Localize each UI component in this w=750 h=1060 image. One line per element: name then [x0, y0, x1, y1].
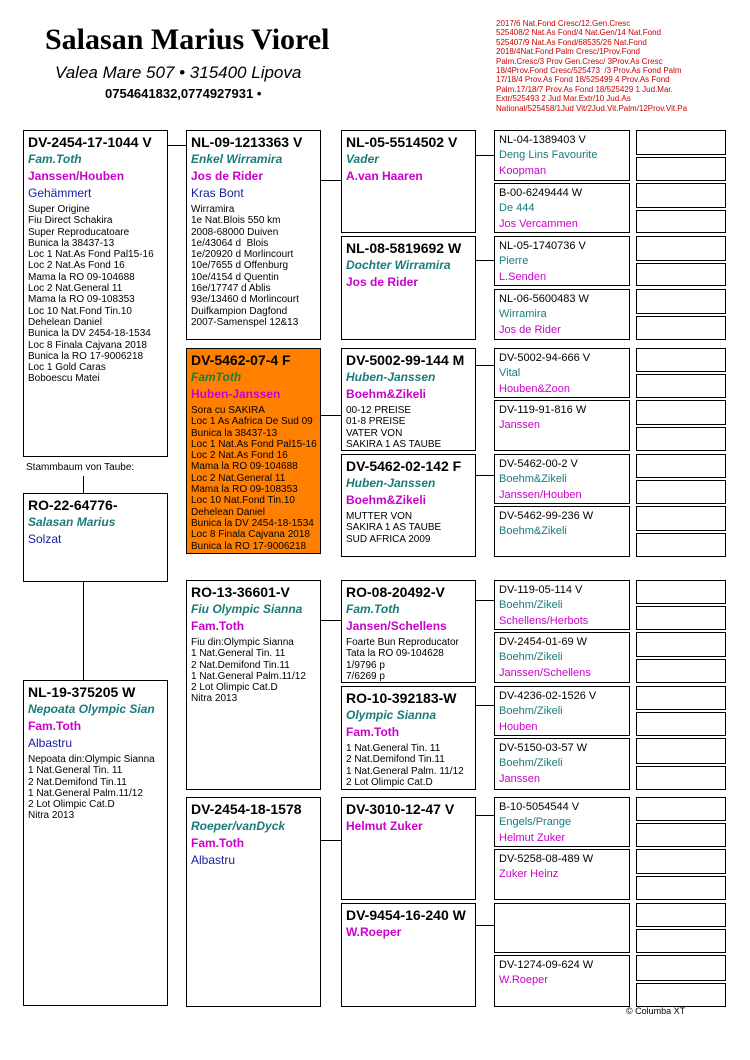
pedigree-empty-cell[interactable] — [636, 929, 726, 953]
ring-number: DV-5462-00-2 V — [499, 458, 578, 470]
pigeon-name: Fam.Toth — [28, 152, 82, 166]
pigeon-name: Boehm/Zikeli — [499, 705, 563, 717]
pigeon-name: Wirramira — [499, 308, 547, 320]
pigeon-breeder: Fam.Toth — [346, 725, 400, 739]
connector-line — [476, 155, 494, 156]
pigeon-color: Albastru — [191, 853, 236, 867]
ring-number: RO-22-64776- — [28, 497, 118, 513]
connector-line — [476, 705, 494, 706]
connector-line — [476, 925, 494, 926]
pedigree-mff[interactable] — [341, 580, 476, 683]
connector-line — [320, 840, 341, 841]
pedigree-g14[interactable] — [494, 849, 630, 900]
breeder-address: Valea Mare 507 • 315400 Lipova — [55, 63, 302, 82]
pigeon-name: FamToth — [191, 370, 242, 384]
pigeon-breeder: Janssen — [499, 773, 540, 785]
pedigree-empty-cell[interactable] — [636, 210, 726, 233]
pedigree-mother[interactable] — [23, 680, 168, 1006]
pedigree-mfm[interactable] — [341, 686, 476, 790]
pedigree-empty-cell[interactable] — [636, 236, 726, 261]
pigeon-name: Boehm&Zikeli — [499, 525, 567, 537]
pedigree-empty-cell[interactable] — [636, 849, 726, 874]
pedigree-empty-cell[interactable] — [636, 183, 726, 208]
pedigree-empty-cell[interactable] — [636, 659, 726, 683]
pigeon-name: Dochter Wirramira — [346, 258, 451, 272]
pigeon-color: Kras Bont — [191, 186, 244, 200]
pedigree-g1[interactable] — [494, 130, 630, 181]
pedigree-empty-cell[interactable] — [636, 157, 726, 181]
pigeon-color: Gehämmert — [28, 186, 92, 200]
pigeon-name: Salasan Marius — [28, 515, 116, 529]
pigeon-breeder: L.Senden — [499, 271, 547, 283]
pedigree-empty-cell[interactable] — [636, 348, 726, 372]
pigeon-breeder: Helmut Zuker — [346, 819, 423, 833]
pigeon-breeder: Janssen/Schellens — [499, 667, 591, 679]
ring-number: DV-5002-94-666 V — [499, 352, 591, 364]
pigeon-breeder: Helmut Zuker — [499, 832, 566, 844]
pedigree-empty-cell[interactable] — [636, 686, 726, 710]
pigeon-breeder: Janssen/Houben — [28, 169, 125, 183]
pedigree-g5[interactable] — [494, 348, 630, 398]
pedigree-empty-cell[interactable] — [636, 454, 726, 478]
pedigree-empty-cell[interactable] — [636, 712, 726, 736]
results-summary: 2017/6 Nat.Fond Cresc/12.Gen.Cresc 525408/2 Nat.As Fond/4 Nat.Gen/14 Nat.Fond 525407/9 Nat.As Fond/68535/26 Nat.Fond 2018/4Nat.Fond Palm Cresc/1Prov.Fond Palm.Cresc/3 Prov Gen.Cresc/ 3Prov.As Cresc 18/4Prov.Fond Cresc/525473 /3 Prov.As Fond Palm 17/18/4 Prov.As Fond 18/525499 4 Prov.As Fond Palm.17/18/7 Prov.As Fond 18/525429 1 Jud.Mar. Extr/525493 2 Jud Mar.Extr/10 Jud.As National/525458/1Jud Vit/2Jud.Vit.Palm/12Prov.Vit.Pa — [496, 19, 688, 113]
pigeon-breeder: W.Roeper — [499, 974, 548, 986]
pigeon-name: Huben-Janssen — [346, 476, 436, 490]
ring-number: B-00-6249444 W — [499, 187, 583, 199]
pedigree-empty-cell[interactable] — [636, 533, 726, 557]
pedigree-title: Stammbaum von Taube: — [26, 462, 135, 473]
pedigree-g3[interactable] — [494, 236, 630, 286]
pedigree-empty-cell[interactable] — [636, 506, 726, 531]
pedigree-father[interactable] — [23, 130, 168, 457]
pigeon-breeder: Janssen/Houben — [499, 489, 582, 501]
pedigree-g15[interactable] — [494, 903, 630, 953]
pedigree-empty-cell[interactable] — [636, 289, 726, 314]
pigeon-breeder: Houben — [499, 721, 538, 733]
pedigree-ffm[interactable] — [341, 236, 476, 340]
pedigree-empty-cell[interactable] — [636, 480, 726, 504]
ring-number: NL-09-1213363 V — [191, 134, 303, 150]
pigeon-notes: Super Origine Fiu Direct Schakira Super Reproducatoare Bunica la 38437-13 Loc 1 Nat.As Fond Pal15-16 Loc 2 Nat.As Fond 16 Mama la RO 09-104688 Loc 2 Nat.General 11 Mama la RO 09-108353 Loc 10 Nat.Fond Tin.10 Dehelean Daniel Bunica la DV 2454-18-1534 Loc 8 Finala Cajvana 2018 Bunica la RO 17-9006218 Loc 1 Gold Caras Boboescu Matei — [28, 204, 154, 385]
pigeon-name: Nepoata Olympic Sian — [28, 702, 155, 716]
pedigree-g7[interactable] — [494, 454, 630, 504]
ring-number: RO-13-36601-V — [191, 584, 290, 600]
pedigree-empty-cell[interactable] — [636, 400, 726, 425]
connector-line — [476, 600, 494, 601]
breeder-phone: 0754641832,0774927931 • — [105, 86, 262, 101]
pedigree-empty-cell[interactable] — [636, 263, 726, 286]
pigeon-name: Vital — [499, 367, 521, 379]
pigeon-breeder: Boehm&Zikeli — [346, 493, 427, 507]
ring-number: DV-5258-08-489 W — [499, 853, 594, 865]
ring-number: DV-1274-09-624 W — [499, 959, 594, 971]
pedigree-fmf[interactable] — [341, 348, 476, 451]
pedigree-empty-cell[interactable] — [636, 632, 726, 657]
ring-number: DV-2454-17-1044 V — [28, 134, 152, 150]
pedigree-empty-cell[interactable] — [636, 876, 726, 900]
ring-number: DV-119-91-816 W — [499, 404, 587, 416]
pedigree-mm[interactable] — [186, 797, 321, 1007]
ring-number: DV-2454-18-1578 — [191, 801, 302, 817]
copyright-notice: © Columba XT — [626, 1006, 686, 1016]
connector-line — [168, 145, 186, 146]
pedigree-mmf[interactable] — [341, 797, 476, 900]
pedigree-mmm[interactable] — [341, 903, 476, 1007]
pigeon-breeder: Koopman — [499, 165, 547, 177]
ring-number: DV-9454-16-240 W — [346, 907, 466, 923]
pedigree-empty-cell[interactable] — [636, 983, 726, 1007]
pigeon-name: Enkel Wirramira — [191, 152, 283, 166]
pigeon-breeder: Jansen/Schellens — [346, 619, 447, 633]
ring-number: NL-08-5819692 W — [346, 240, 462, 256]
pedigree-empty-cell[interactable] — [636, 374, 726, 398]
pedigree-g4[interactable] — [494, 289, 630, 340]
pedigree-empty-cell[interactable] — [636, 316, 726, 340]
ring-number: DV-3010-12-47 V — [346, 801, 455, 817]
pigeon-name: Vader — [346, 152, 379, 166]
pigeon-name: Pierre — [499, 255, 529, 267]
pedigree-fm[interactable] — [186, 348, 321, 554]
ring-number: DV-5462-02-142 F — [346, 458, 462, 474]
connector-line — [476, 365, 494, 366]
pedigree-empty-cell[interactable] — [636, 766, 726, 790]
ring-number: DV-2454-01-69 W — [499, 636, 588, 648]
connector-line — [476, 475, 494, 476]
pigeon-notes: Fiu din:Olympic Sianna 1 Nat.General Tin. 11 2 Nat.Demifond Tin.11 1 Nat.General Palm.11/12 2 Lot Olimpic Cat.D Nitra 2013 — [191, 637, 306, 705]
pigeon-breeder: Fam.Toth — [28, 719, 82, 733]
pedigree-empty-cell[interactable] — [636, 580, 726, 604]
ring-number: DV-5462-99-236 W — [499, 510, 594, 522]
pigeon-breeder: Jos de Rider — [346, 275, 419, 289]
pigeon-notes: 00-12 PREISE 01-8 PREISE VATER VON SAKIRA 1 AS TAUBE — [346, 405, 442, 450]
pedigree-g2[interactable] — [494, 183, 630, 233]
pigeon-breeder: Fam.Toth — [191, 836, 245, 850]
pedigree-g12[interactable] — [494, 738, 630, 790]
pigeon-breeder: Houben&Zoon — [499, 383, 570, 395]
pedigree-empty-cell[interactable] — [636, 955, 726, 981]
ring-number: NL-05-1740736 V — [499, 240, 586, 252]
pedigree-g10[interactable] — [494, 632, 630, 683]
breeder-name: Salasan Marius Viorel — [45, 23, 330, 56]
pigeon-name: Olympic Sianna — [346, 708, 437, 722]
pigeon-notes: Sora cu SAKIRA Loc 1 As Aafrica De Sud 09 Bunica la 38437-13 Loc 1 Nat.As Fond Pal15-16 Loc 2 Nat.As Fond 16 Mama la RO 09-104688 Loc 2 Nat.General 11 Mama la RO 09-108353 Loc 10 Nat.Fond Tin.10 Dehelean Daniel Bunica la DV 2454-18-1534 Loc 8 Finala Cajvana 2018 Bunica la RO 17-9006218 — [191, 405, 317, 552]
pedigree-g16[interactable] — [494, 955, 630, 1007]
pigeon-name: Fam.Toth — [346, 602, 400, 616]
pigeon-name: Huben-Janssen — [346, 370, 436, 384]
pigeon-color: Albastru — [28, 736, 73, 750]
pigeon-name: Engels/Prange — [499, 816, 572, 828]
pigeon-breeder: Zuker Heinz — [499, 868, 559, 880]
pedigree-empty-cell[interactable] — [636, 903, 726, 927]
pedigree-empty-cell[interactable] — [636, 130, 726, 155]
pedigree-empty-cell[interactable] — [636, 823, 726, 847]
connector-line — [476, 815, 494, 816]
connector-line — [320, 180, 341, 181]
connector-line — [83, 582, 84, 680]
pigeon-notes: 1 Nat.General Tin. 11 2 Nat.Demifond Tin.11 1 Nat.General Palm. 11/12 2 Lot Olimpic Cat.D — [346, 743, 464, 788]
pigeon-breeder: Huben-Janssen — [191, 387, 281, 401]
ring-number: DV-5150-03-57 W — [499, 742, 588, 754]
pigeon-breeder: Boehm&Zikeli — [346, 387, 427, 401]
ring-number: DV-119-05-114 V — [499, 584, 583, 596]
pigeon-name: Janssen — [499, 419, 540, 431]
pigeon-breeder: W.Roeper — [346, 925, 402, 939]
pigeon-name: Roeper/vanDyck — [191, 819, 286, 833]
pedigree-empty-cell[interactable] — [636, 427, 726, 451]
ring-number: NL-19-375205 W — [28, 684, 136, 700]
pedigree-g11[interactable] — [494, 686, 630, 736]
pigeon-name: Boehm&Zikeli — [499, 473, 567, 485]
ring-number: NL-05-5514502 V — [346, 134, 458, 150]
pedigree-empty-cell[interactable] — [636, 738, 726, 764]
pigeon-breeder: Jos de Rider — [499, 324, 561, 336]
pigeon-name: Boehm/Zikeli — [499, 599, 563, 611]
pedigree-ff[interactable] — [186, 130, 321, 340]
pedigree-g9[interactable] — [494, 580, 630, 630]
pigeon-notes: Wirramira 1e Nat.Blois 550 km 2008-68000 Duiven 1e/43064 d Blois 1e/20920 d Morlincourt 10e/7655 d Offenburg 10e/4154 d Quentin 16e/17747 d Ablis 93e/13460 d Morlincourt Duifkampion Dagfond 2007-Samenspel 12&13 — [191, 204, 299, 328]
pigeon-name: Boehm/Zikeli — [499, 651, 563, 663]
pigeon-name: Deng Lins Favourite — [499, 149, 598, 161]
pigeon-breeder: Fam.Toth — [191, 619, 245, 633]
pedigree-g8[interactable] — [494, 506, 630, 557]
pedigree-g6[interactable] — [494, 400, 630, 451]
pigeon-breeder: A.van Haaren — [346, 169, 423, 183]
connector-line — [476, 260, 494, 261]
connector-line — [83, 476, 84, 493]
pedigree-fmm[interactable] — [341, 454, 476, 557]
pedigree-empty-cell[interactable] — [636, 797, 726, 821]
pigeon-breeder: Jos de Rider — [191, 169, 264, 183]
pedigree-fff[interactable] — [341, 130, 476, 233]
ring-number: B-10-5054544 V — [499, 801, 580, 813]
pigeon-name: Boehm/Zikeli — [499, 757, 563, 769]
pedigree-empty-cell[interactable] — [636, 606, 726, 630]
pigeon-notes: MUTTER VON SAKIRA 1 AS TAUBE SUD AFRICA 2009 — [346, 511, 442, 545]
pigeon-color: Solzat — [28, 532, 62, 546]
pigeon-breeder: Schellens/Herbots — [499, 615, 589, 627]
pedigree-mf[interactable] — [186, 580, 321, 790]
ring-number: NL-04-1389403 V — [499, 134, 586, 146]
pigeon-breeder: Jos Vercammen — [499, 218, 578, 230]
ring-number: NL-06-5600483 W — [499, 293, 589, 305]
ring-number: DV-5002-99-144 M — [346, 352, 465, 368]
connector-line — [320, 415, 341, 416]
ring-number: RO-10-392183-W — [346, 690, 457, 706]
pedigree-g13[interactable] — [494, 797, 630, 847]
ring-number: RO-08-20492-V — [346, 584, 445, 600]
pigeon-name: Fiu Olympic Sianna — [191, 602, 303, 616]
connector-line — [320, 620, 341, 621]
pigeon-notes: Foarte Bun Reproducator Tata la RO 09-104628 1/9796 p 7/6269 p — [346, 637, 459, 682]
pedigree-main[interactable] — [23, 493, 168, 582]
ring-number: DV-4236-02-1526 V — [499, 690, 597, 702]
pigeon-notes: Nepoata din:Olympic Sianna 1 Nat.General Tin. 11 2 Nat.Demifond Tin.11 1 Nat.General Palm.11/12 2 Lot Olimpic Cat.D Nitra 2013 — [28, 754, 155, 822]
pigeon-name: De 444 — [499, 202, 535, 214]
ring-number: DV-5462-07-4 F — [191, 352, 291, 368]
